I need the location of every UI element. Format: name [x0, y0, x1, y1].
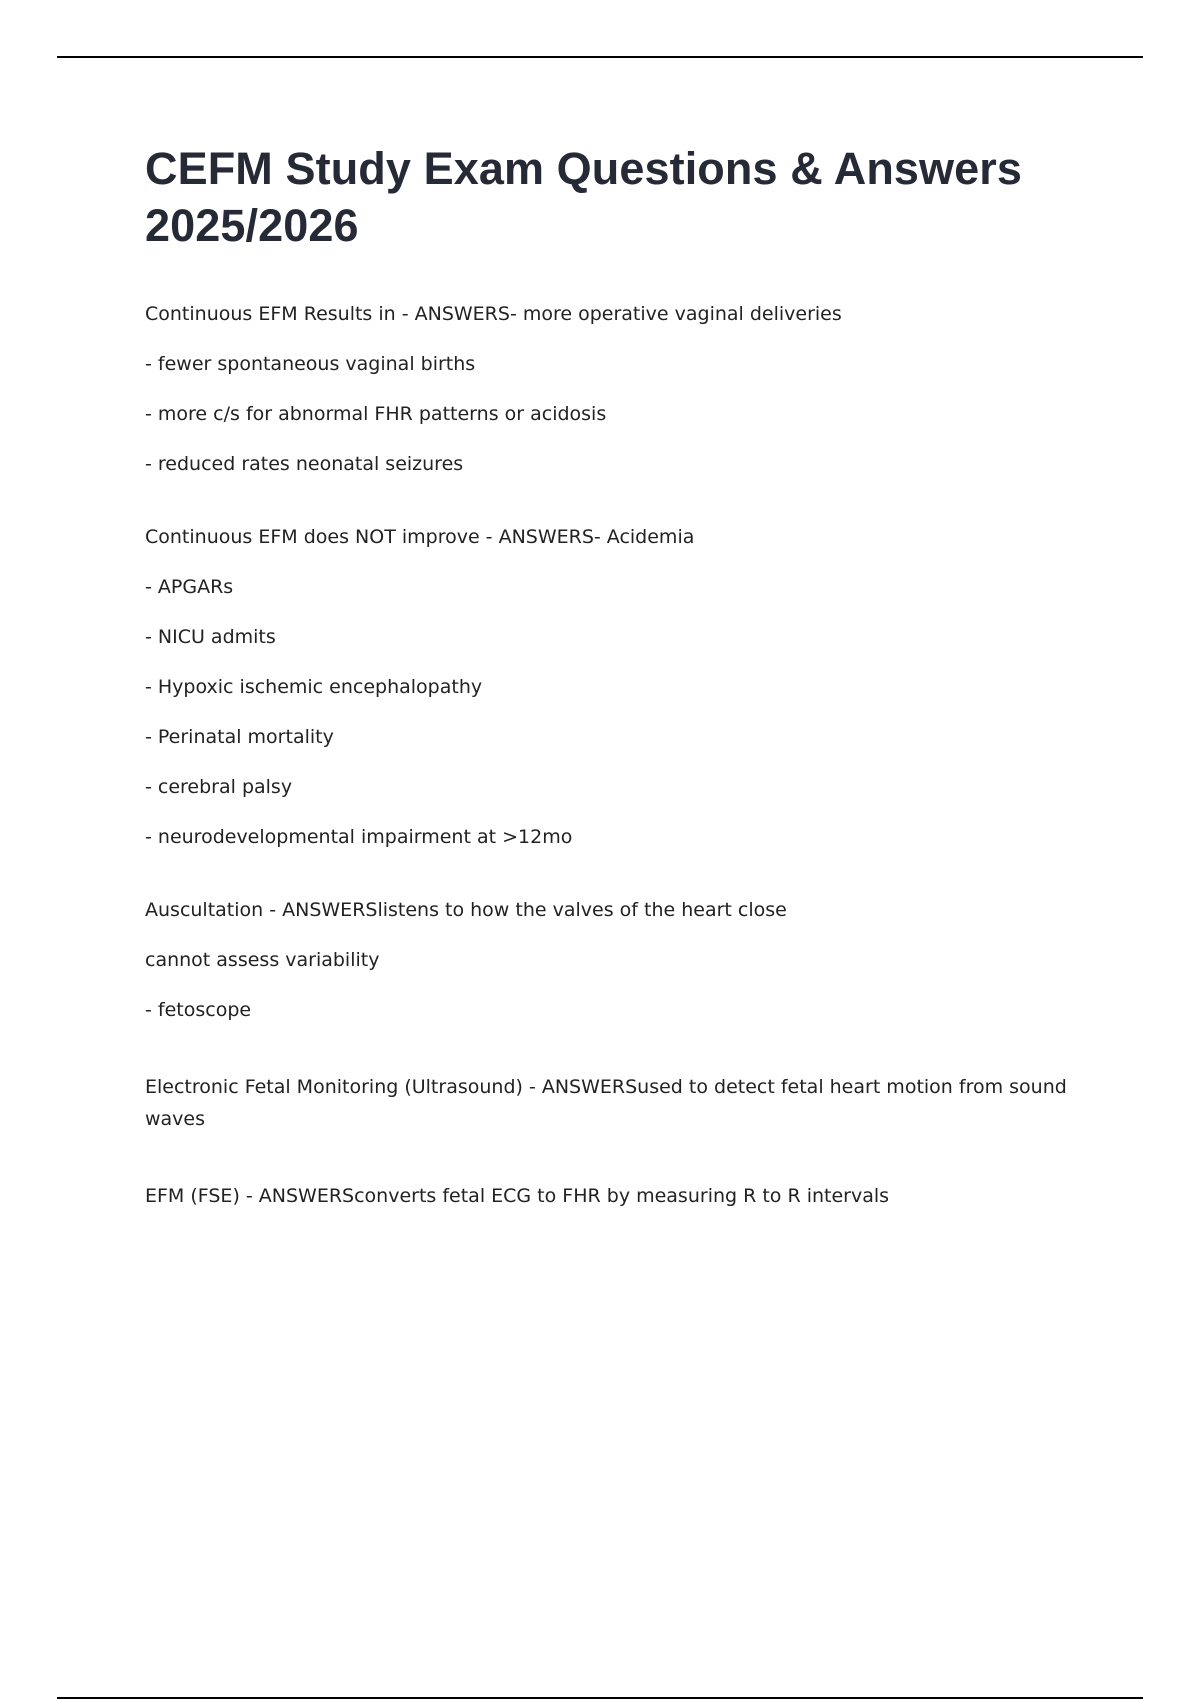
qa-question: Continuous EFM does NOT improve - ANSWERS- Acidemia [145, 526, 695, 548]
qa-item-auscultation [145, 898, 1105, 1022]
qa-item-efm-not-improve [145, 525, 1105, 849]
document-body [145, 140, 1105, 1257]
qa-answer-line: - NICU admits [145, 626, 276, 648]
qa-question: Electronic Fetal Monitoring (Ultrasound) - ANSWERSused to detect fetal heart motion from sound waves [145, 1076, 1067, 1130]
qa-item-efm-results [145, 302, 1105, 476]
document-title: CEFM Study Exam Questions & Answers 2025/2026 [145, 143, 1023, 251]
qa-answer-line: - APGARs [145, 576, 234, 598]
top-divider [57, 56, 1143, 58]
qa-answer-line: - more c/s for abnormal FHR patterns or acidosis [145, 403, 607, 425]
qa-answer-line: - cerebral palsy [145, 776, 293, 798]
qa-item-efm-fse [145, 1184, 1105, 1208]
qa-answer-line: cannot assess variability [145, 949, 380, 971]
qa-answer-line: - Hypoxic ischemic encephalopathy [145, 676, 483, 698]
qa-question: EFM (FSE) - ANSWERSconverts fetal ECG to FHR by measuring R to R intervals [145, 1185, 890, 1207]
qa-list [145, 302, 1105, 1208]
qa-question: Auscultation - ANSWERSlistens to how the valves of the heart close [145, 899, 787, 921]
qa-answer-line: - neurodevelopmental impairment at >12mo [145, 826, 573, 848]
qa-answer-line: - fetoscope [145, 999, 252, 1021]
qa-answer-line: - reduced rates neonatal seizures [145, 453, 464, 475]
qa-item-efm-ultrasound [145, 1071, 1105, 1135]
qa-answer-line: - fewer spontaneous vaginal births [145, 353, 476, 375]
qa-question: Continuous EFM Results in - ANSWERS- more operative vaginal deliveries [145, 303, 842, 325]
qa-answer-line: - Perinatal mortality [145, 726, 334, 748]
bottom-divider [57, 1697, 1143, 1699]
